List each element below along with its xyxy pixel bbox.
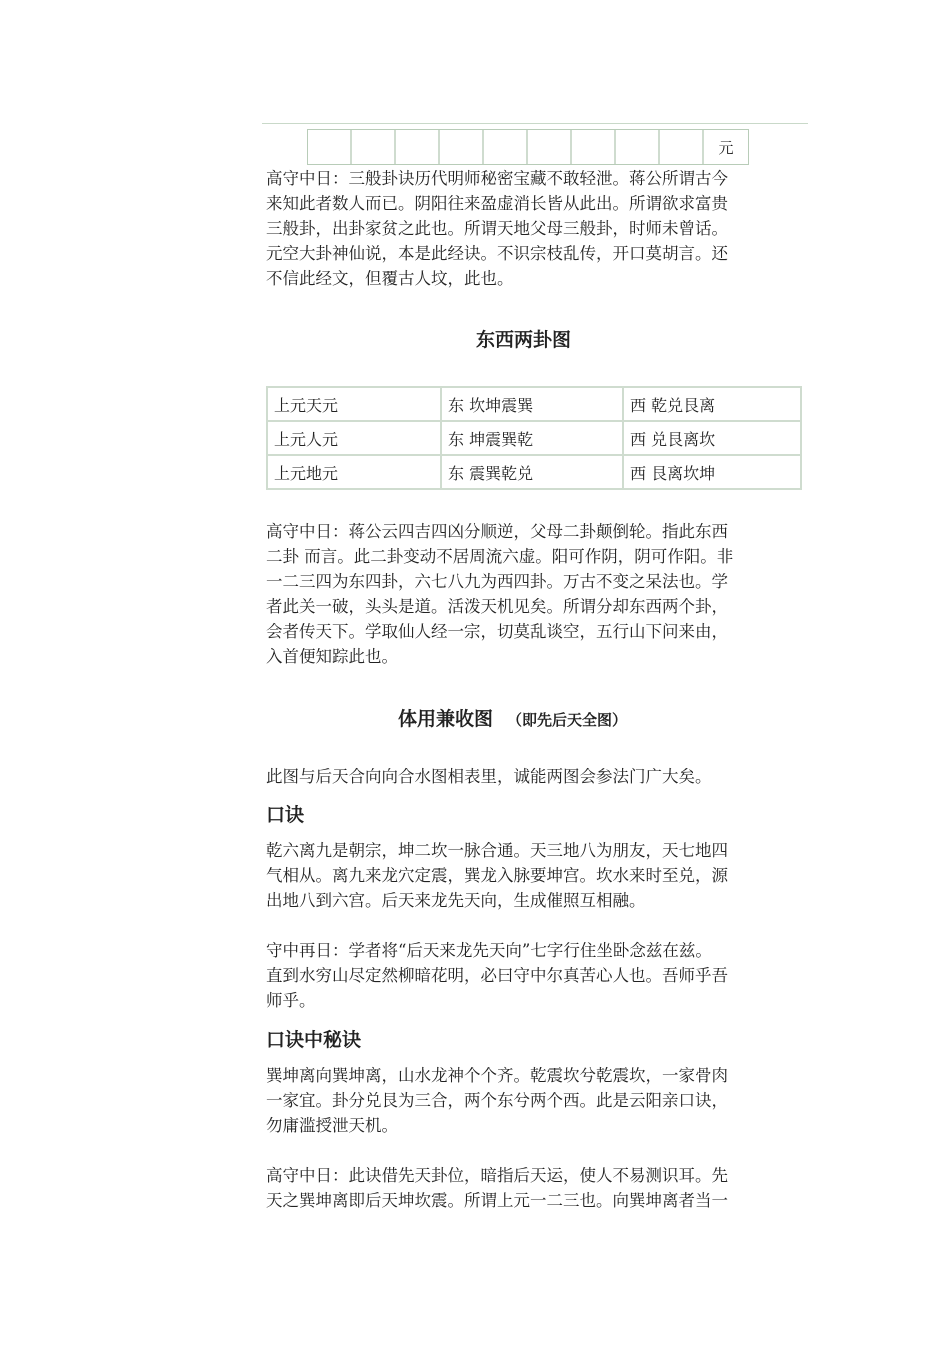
grid-cell — [352, 130, 396, 164]
grid-cell — [528, 130, 572, 164]
paragraph-koujue: 乾六离九是朝宗，坤二坎一脉合通。天三地八为朋友，天七地四 气相从。离九来龙穴定震，巽龙入脉要坤宫。坎水来时至兑，源 出地八到六宫。后天来龙先天向，生成催照互相融。 — [266, 841, 728, 910]
paragraph-commentary-4: 高守中日：此诀借先天卦位，暗指后天运，使人不易测识耳。先 天之巽坤离即后天坤坎震。所谓上元一二三也。向巽坤离者当一 — [266, 1166, 728, 1210]
table-cell: 西 艮离坎坤 — [623, 455, 801, 489]
heading-mijue: 口诀中秘诀 — [266, 1029, 362, 1051]
section-title-note: （即先后天全图） — [507, 711, 628, 729]
paragraph-figure-note: 此图与后天合向向合水图相表里，诚能两图会参法门广大矣。 — [266, 767, 712, 786]
table-cell: 西 兑艮离坎 — [623, 421, 801, 455]
east-west-trigram-table — [266, 386, 802, 490]
top-divider — [262, 123, 808, 124]
section-title-east-west: 东西两卦图 — [476, 329, 572, 351]
table-row — [267, 387, 801, 421]
grid-cell — [660, 130, 704, 164]
table-cell: 东 坎坤震巽 — [441, 387, 623, 421]
section-title-text: 体用兼收图 — [398, 708, 494, 730]
paragraph-commentary-3: 守中再日：学者将“后天来龙先天向”七字行住坐卧念兹在兹。 直到水穷山尽定然柳暗花明，必曰守中尔真苦心人也。吾师乎吾 师乎。 — [266, 941, 728, 1010]
top-grid — [307, 129, 749, 165]
grid-cell — [308, 130, 352, 164]
table-cell: 东 坤震巽乾 — [441, 421, 623, 455]
table-row — [267, 421, 801, 455]
table-cell: 上元人元 — [267, 421, 441, 455]
grid-cell: 元 — [718, 138, 734, 157]
paragraph-commentary-1: 高守中日：三般卦诀历代明师秘密宝藏不敢轻泄。蒋公所谓古今 来知此者数人而已。阴阳往来盈虚消长皆从此出。所谓欲求富贵 三般卦，出卦家贫之此也。所谓天地父母三般卦，时师未曾话。 元空大卦神仙说，本是此经诀。不识宗枝乱传，开口莫胡言。还 不信此经文，但覆古人坟，此也。 — [266, 169, 728, 288]
paragraph-mijue: 巽坤离向巽坤离，山水龙神个个齐。乾震坎兮乾震坎，一家骨肉 一家宜。卦分兑艮为三合，两个东兮两个西。此是云阳亲口诀， 勿庸滥授泄天机。 — [266, 1066, 728, 1135]
grid-cell — [616, 130, 660, 164]
table-cell: 上元地元 — [267, 455, 441, 489]
heading-koujue: 口诀 — [266, 804, 305, 826]
grid-cell — [484, 130, 528, 164]
table-cell: 西 乾兑艮离 — [623, 387, 801, 421]
grid-cell — [572, 130, 616, 164]
table-cell: 东 震巽乾兑 — [441, 455, 623, 489]
table-cell: 上元天元 — [267, 387, 441, 421]
grid-cell — [396, 130, 440, 164]
table-row — [267, 455, 801, 489]
paragraph-commentary-2: 高守中日：蒋公云四吉四凶分顺逆，父母二卦颠倒轮。指此东西 二卦 而言。此二卦变动不居周流六虚。阳可作阴，阴可作阳。非 一二三四为东四卦，六七八九为西四卦。万古不变之呆法也。学 者此关一破，头头是道。活泼天机见矣。所谓分却东西两个卦， 会者传天下。学取仙人经一宗，切莫乱谈空，五行山下问来由， 入首便知踪此也。 — [266, 522, 734, 666]
section-title-tiyong — [398, 704, 627, 731]
grid-cell — [440, 130, 484, 164]
